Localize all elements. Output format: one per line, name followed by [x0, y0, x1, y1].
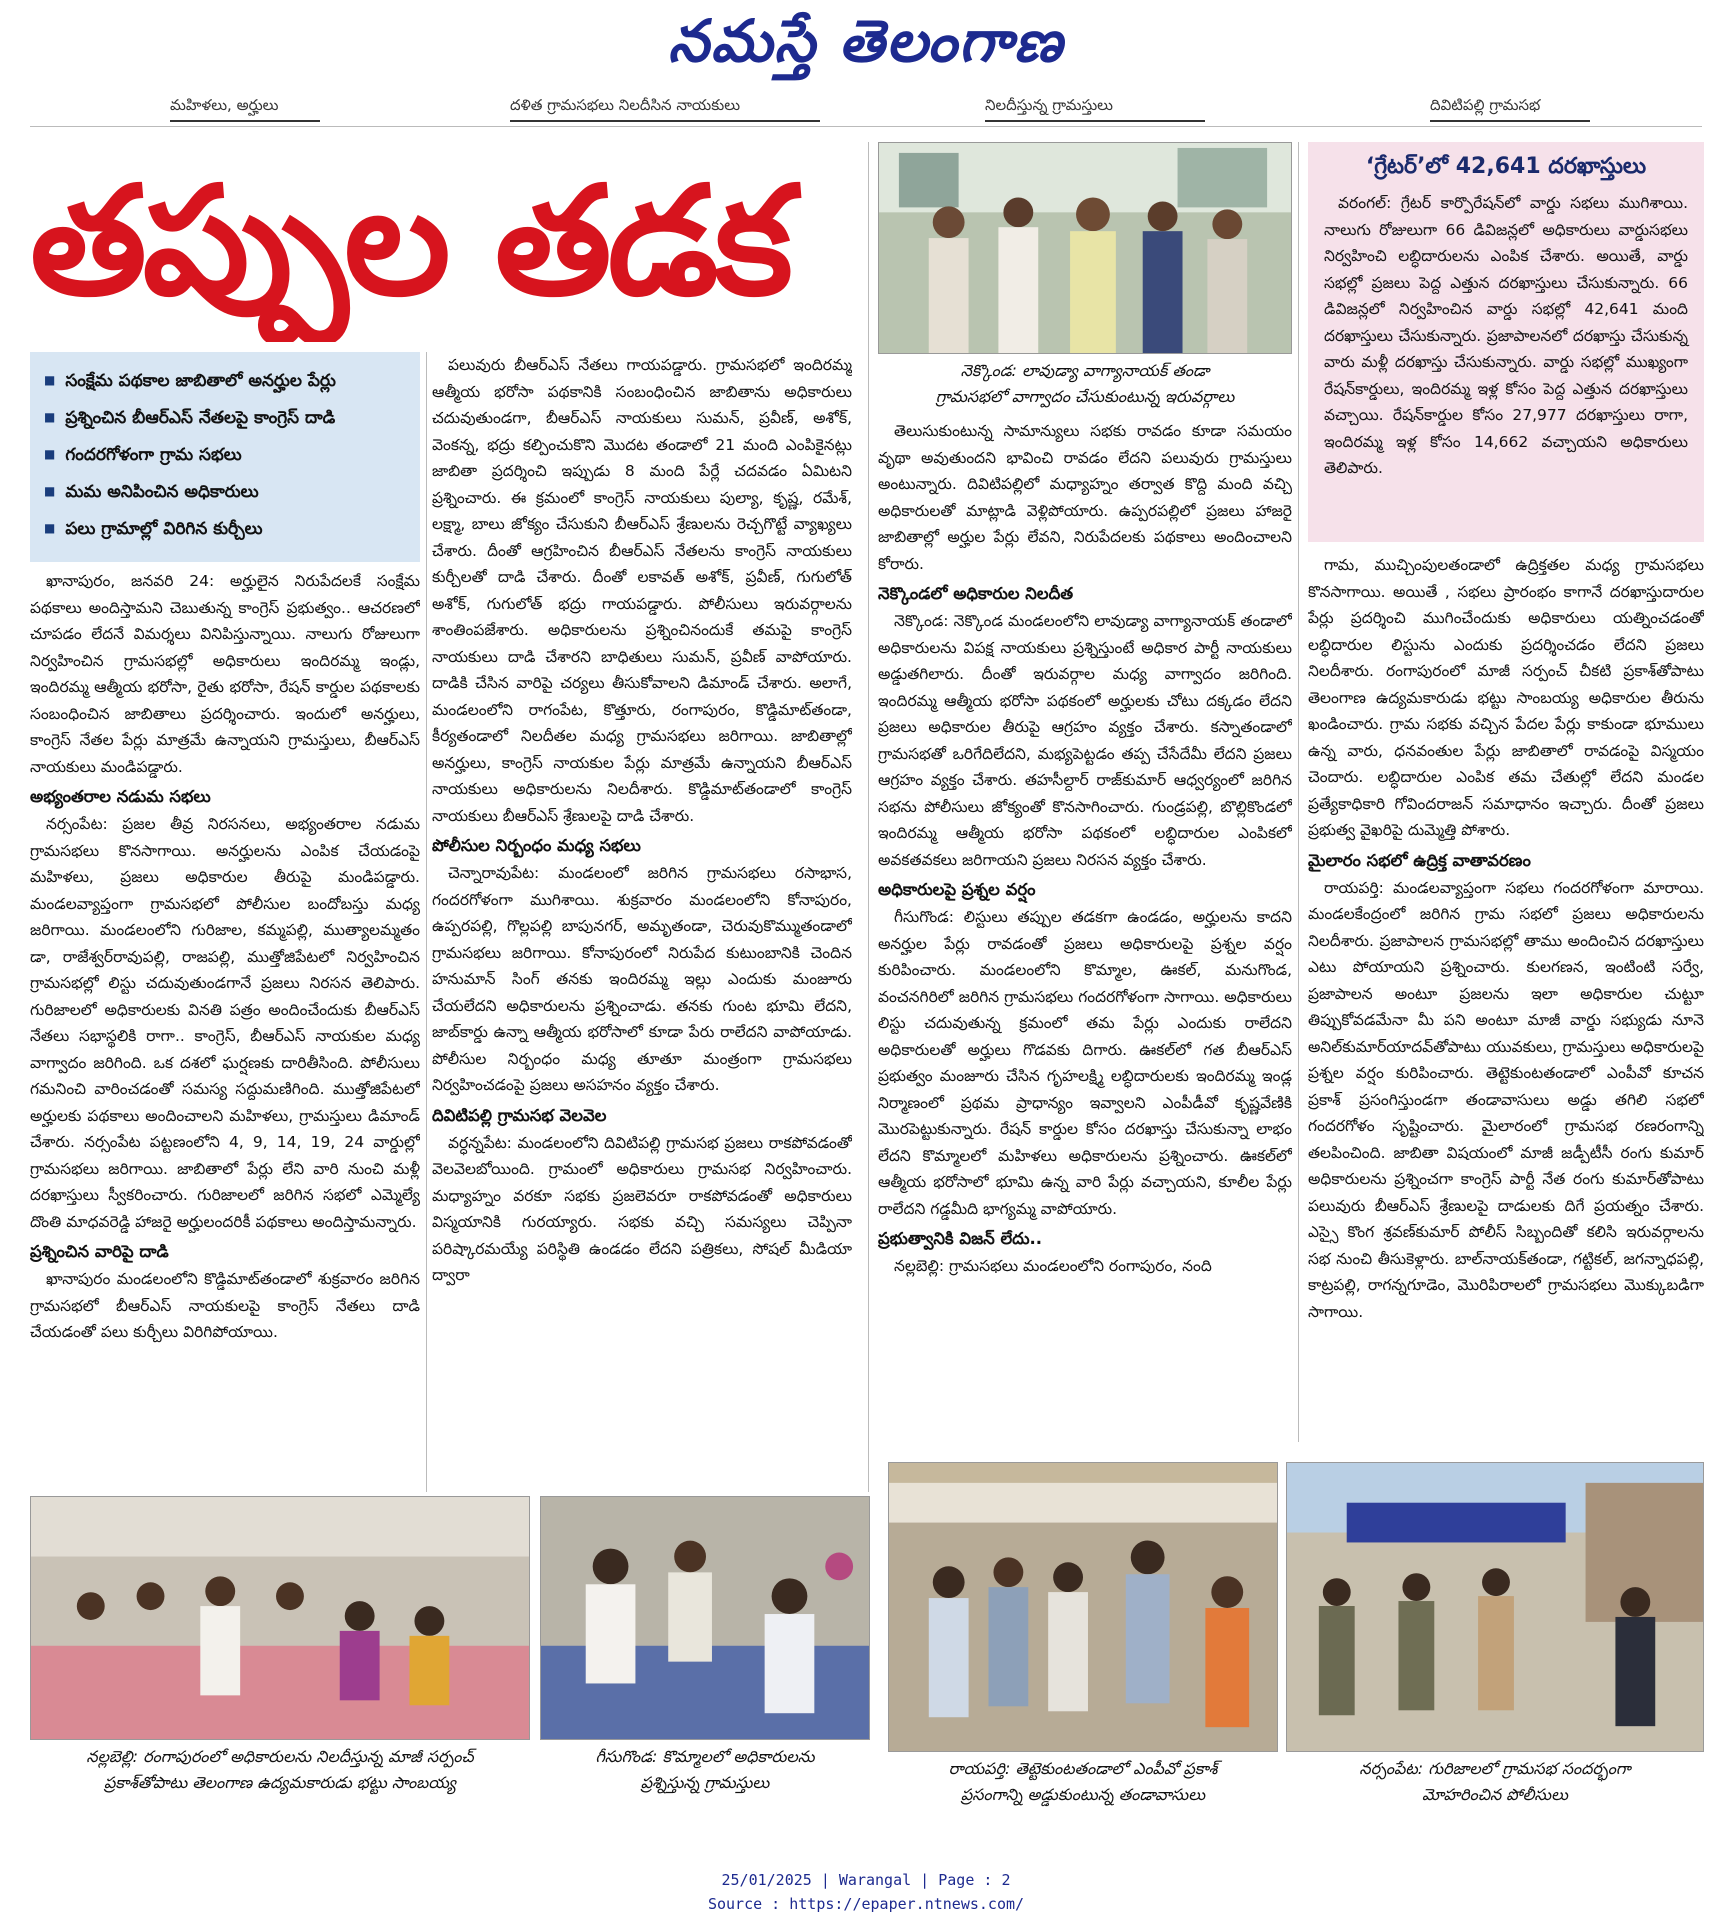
- photo-geesugonda: [540, 1496, 870, 1740]
- article-column-2: [432, 352, 852, 1496]
- column-rule: [868, 142, 869, 1492]
- paragraph: ఖానాపురం, జనవరి 24: అర్హులైన నిరుపేదలకే సంక్షేమ పథకాలు అందిస్తామని చెబుతున్న కాంగ్రెస్ ప్రభుత్వం.. ఆచరణలో చూపడం లేదనే విమర్శలు వినిపిస్తున్నాయి. నాలుగు రోజులుగా నిర్వహించిన గ్రామసభల్లో అధికారులు ఇందిరమ్మ ఇండ్లు, ఇందిరమ్మ ఆత్మీయ భరోసా, రైతు భరోసా, రేషన్ కార్డుల పథకాలకు సంబంధించిన జాబితాలు ప్రదర్శించారు. ఇందులో అనర్హులు, కాంగ్రెస్ నేతల పేర్లు మాత్రమే ఉన్నాయని గ్రామస్తులు, బీఆర్ఎస్ నాయకులు మండిపడ్డారు.: [30, 572, 420, 776]
- caption-line: నెక్కొండ: లావుడ్యా వాగ్యానాయక్ తండా: [960, 361, 1210, 380]
- caption-line: గ్రామసభలో వాగ్వాదం చేసుకుంటున్న ఇరువర్గాలు: [935, 387, 1235, 406]
- subheading: దివిటిపల్లి గ్రామసభ వెలవెల: [432, 1105, 607, 1125]
- main-headline: తప్పుల తడక: [30, 155, 789, 329]
- caption-line: ప్రకాశ్‌తోపాటు తెలంగాణ ఉద్యమకారుడు భట్టు సాంబయ్య: [104, 1773, 456, 1792]
- masthead: [0, 0, 1732, 96]
- paragraph: గీసుగొండ: లిస్టులు తప్పుల తడకగా ఉండడం, అర్హులను కాదని అనర్హుల పేర్లు రావడంతో ప్రజలు అధికారులపై ప్రశ్నల వర్షం కురిపించారు. మండలంలోని కొమ్మాల, ఊకల్, మనుగొండ, వంచనగిరిలో జరిగిన గ్రామసభలు గందరగోళంగా సాగాయి. అధికారులు లిస్టు చదువుతున్న క్రమంలో తమ పేర్లు ఎందుకు రాలేదని అధికారులతో అర్హులు గొడవకు దిగారు. ఊకల్‌లో గత బీఆర్ఎస్ ప్రభుత్వం మంజూరు చేసిన గృహలక్ష్మి లబ్ధిదారులకు ఇందిరమ్మ ఇండ్ల నిర్మాణంలో ప్రథమ ప్రాధాన్యం ఇవ్వాలని ఎంపీడీవో కృష్ణవేణికి మొరపెట్టుకున్నారు. రేషన్ కార్డుల కోసం దరఖాస్తు చేసుకున్నా లాభం లేదని కొమ్మాలలో మహిళలు అధికారులను ప్రశ్నించారు. ఊకల్‌లో ఆత్మీయ భరోసాలో భూమి ఉన్న వారి పేర్లు వచ్చాయని, కూలీల పేర్లు రాలేదని గడ్డమీది భాగ్యమ్మ వాపోయారు.: [878, 908, 1292, 1218]
- caption-line: నర్సంపేట: గురిజాలలో గ్రామసభ సందర్భంగా: [1359, 1759, 1631, 1778]
- section-head-2: దళిత గ్రామసభలు నిలదీసిన నాయకులు: [510, 96, 820, 122]
- page-footer: [0, 1868, 1732, 1916]
- meeting-photo-icon: [31, 1497, 529, 1739]
- paragraph: నల్లబెల్లి: గ్రామసభలు మండలంలోని రంగాపురం, నంది: [894, 1257, 1212, 1275]
- sidebox-title: ‘గ్రేటర్’లో 42,641 దరఖాస్తులు: [1365, 154, 1647, 179]
- footer-source-line[interactable]: Source : https://epaper.ntnews.com/: [707, 1895, 1025, 1913]
- subheading: ప్రశ్నించిన వారిపై దాడి: [30, 1242, 169, 1261]
- highlight-item: ■ పలు గ్రామాల్లో విరిగిన కుర్చీలు: [44, 510, 406, 547]
- caption-line: గీసుగొండ: కొమ్మాలలో అధికారులను: [595, 1747, 815, 1766]
- photo-rayaparthy: [888, 1462, 1278, 1752]
- paragraph: నెక్కొండ: నెక్కొండ మండలంలోని లావుడ్యా వాగ్యానాయక్ తండాలో అధికారులను విపక్ష నాయకులు ప్రశ్నిస్తుంటే అధికార పార్టీ నాయకులు అడ్డుతగిలారు. దీంతో ఇరువర్గాల మధ్య వాగ్వాదం జరిగింది. ఇందిరమ్మ ఆత్మీయ భరోసా పథకంలో అర్హులకు చోటు దక్కడం లేదని ప్రజలు అధికారుల తీరుపై ఆగ్రహం వ్యక్తం చేశారు. కస్నాతండాలో గ్రామసభతో ఒరిగేదిలేదని, మభ్యపెట్టడం తప్ప చేసేదేమీ లేదని ప్రజలు ఆగ్రహం వ్యక్తం చేశారు. తహసీల్దార్ రాజ్‌కుమార్ ఆధ్వర్యంలో జరిగిన సభను పోలీసులు జోక్యంతో కొనసాగించారు. గుండ్రపల్లి, బొల్లికొండలో ఇందిరమ్మ ఆత్మీయ భరోసా పథకంలో లబ్ధిదారుల ఎంపికలో అవకతవకలు జరిగాయని ప్రజలు నిరసన వ్యక్తం చేశారు.: [878, 612, 1292, 869]
- subheading: పోలీసుల నిర్బంధం మధ్య సభలు: [432, 836, 641, 855]
- greater-sidebox: [1308, 142, 1704, 542]
- paragraph: పలువురు బీఆర్ఎస్ నేతలు గాయపడ్డారు. గ్రామసభలో ఇందిరమ్మ ఆత్మీయ భరోసా పథకానికి సంబంధించిన జాబితాను అధికారులు చదువుతుండగా, బీఆర్ఎస్ నాయకులు సుమన్, ప్రవీణ్, అశోక్, వెంకన్న, భద్రు కల్పించుకొని మొదట తండాలో 21 మంది ఎంపికైనట్లు జాబితా ప్రదర్శించి ఇప్పుడు 8 మంది పేర్లే చదవడం ఏమిటని ప్రశ్నించారు. ఈ క్రమంలో కాంగ్రెస్ నాయకులు పుల్యా, కృష్ణ, రమేశ్, లక్ష్మా, బాలు జోక్యం చేసుకుని బీఆర్ఎస్ శ్రేణులను రెచ్చగొట్టే వ్యాఖ్యలు చేశారు. దీంతో ఆగ్రహించిన బీఆర్ఎస్ నేతలను కాంగ్రెస్ నాయకులు కుర్చీలతో దాడి చేశారు. దీంతో లకావత్ అశోక్, ప్రవీణ్, గుగులోత్ అశోక్, గుగులోత్ భద్రు గాయపడ్డారు. పోలీసులు ఇరువర్గాలను శాంతింపజేశారు. అధికారులను ప్రశ్నించినందుకే తమపై కాంగ్రెస్ నాయకులు దాడి చేశారని బాధితులు సుమన్, ప్రవీణ్ వాపోయారు. దాడికి చేసిన వారిపై చర్యలు తీసుకోవాలని డిమాండ్ చేశారు. అలాగే, మండలంలోని రాగంపేట, కొత్తూరు, రంగాపురం, కొడ్డిమాట్‌తండా, కీర్యతండాలో నిలదీతల మధ్య గ్రామసభలు జరిగాయి. జాబితాల్లో అనర్హులు, కాంగ్రెస్ నాయకుల పేర్లు మాత్రమే ఉన్నాయని బీఆర్ఎస్ నాయకులు అధికారులను నిలదీశారు. కొడ్డిమాట్‌తండాలో కాంగ్రెస్ నాయకులు బీఆర్ఎస్ శ్రేణులపై దాడి చేశారు.: [432, 356, 852, 825]
- highlight-item: ■ గందరగోళంగా గ్రామ సభలు: [44, 436, 406, 473]
- footer-date-line: 25/01/2025 | Warangal | Page : 2: [721, 1871, 1011, 1889]
- paragraph: తెలుసుకుంటున్న సామాన్యులు సభకు రావడం కూడా సమయం వృథా అవుతుందని భావించి రావడం లేదని పలువురు గ్రామస్తులు అంటున్నారు. దివిటిపల్లిలో మధ్యాహ్నం తర్వాత కొద్ది మంది వచ్చి అధికారులతో మాట్లాడి వెళ్లిపోయారు. ఉప్పరపల్లిలో ప్రజలు హాజరై జాబితాల్లో అర్హుల పేర్లు లేవని, నిరుపేదలకు పథకాలు అందించాలని కోరారు.: [878, 422, 1292, 573]
- subheading: ప్రభుత్వానికి విజన్ లేదు..: [878, 1229, 1043, 1248]
- paragraph: రాయపర్తి: మండలవ్యాప్తంగా సభలు గందరగోళంగా మారాయి. మండలకేంద్రంలో జరిగిన గ్రామ సభలో ప్రజలు అధికారులను నిలదీశారు. ప్రజాపాలన గ్రామసభల్లో తాము అందించిన దరఖాస్తులు ఎటు పోయాయని ప్రశ్నించారు. కులగణన, ఇంటింటి సర్వే, ప్రజాపాలన అంటూ ప్రజలను ఇలా అధికారుల చుట్టూ తిప్పుకోవడమేనా మీ పని అంటూ మాజీ వార్డు సభ్యుడు నూనె అనిల్‌కుమార్‌యాదవ్‌తోపాటు యువకులు, గ్రామస్తులు అధికారులపై ప్రశ్నల వర్షం కురిపించారు. తెట్టెకుంటతండాలో ఎంపీవో కూచన ప్రకాశ్ ప్రసంగిస్తుండగా తండావాసులు అడ్డు తగిలి సభలో గందరగోళం సృష్టించారు. మైలారంలో గ్రామసభ రణరంగాన్ని తలపించింది. జాబితా విషయంలో మాజీ జడ్పీటీసీ రంగు కుమార్ అధికారులను ప్రశ్నించగా కాంగ్రెస్ పార్టీ నేత రంగు కుమార్‌తోపాటు పలువురు బీఆర్ఎస్ శ్రేణులపై దాడులకు దిగే ప్రయత్నం చేశారు. ఎస్సై కొంగ శ్రవణ్‌కుమార్ పోలీస్ సిబ్బందితో కలిసి ఇరువర్గాలను సభ నుంచి తీసుకెళ్లారు. బాల్‌నాయక్‌తండా, గట్టికల్, జగన్నాధపల్లి, కాట్రపల్లి, రాగన్నగూడెం, మొరిపిరాలలో గ్రామసభలు మొక్కుబడిగా సాగాయి.: [1308, 878, 1704, 1321]
- section-heads: [30, 96, 1702, 122]
- section-head-4: దివిటిపల్లి గ్రామసభ: [1430, 96, 1590, 122]
- photo-nallabelli: [30, 1496, 530, 1740]
- section-head-3: నిలదీస్తున్న గ్రామస్తులు: [985, 96, 1205, 122]
- photo-caption-rayaparthy: [888, 1756, 1278, 1808]
- paragraph: చెన్నారావుపేట: మండలంలో జరిగిన గ్రామసభలు రసాభాస, గందరగోళంగా ముగిశాయి. శుక్రవారం మండలంలోని కోనాపురం, ఉప్పరపల్లి, గొల్లపల్లి బాపునగర్, అమృతండా, చెరువుకొమ్ముతండాలో గ్రామసభలు జరిగాయి. కోనాపురంలో నిరుపేద కుటుంబానికి చెందిన హనుమాన్ సింగ్ తనకు ఇందిరమ్మ ఇల్లు ఎందుకు మంజూరు చేయలేదని అధికారులను ప్రశ్నించాడు. తనకు గుంట భూమి లేదని, జాబ్‌కార్డు ఉన్నా ఆత్మీయ భరోసాలో కూడా పేరు రాలేదని వాపోయాడు. పోలీసుల నిర్బంధం మధ్య తూతూ మంత్రంగా గ్రామసభలు నిర్వహించడంపై ప్రజలు అసహనం వ్యక్తం చేశారు.: [432, 864, 852, 1094]
- subheading: మైలారం సభలో ఉద్రిక్త వాతావరణం: [1308, 850, 1531, 870]
- paragraph: నర్సంపేట: ప్రజల తీవ్ర నిరసనలు, అభ్యంతరాల నడుమ గ్రామసభలు కొనసాగాయి. అనర్హులను ఎంపిక చేయడంపై మహిళలు, ప్రజలు అధికారుల తీరుపై మండిపడ్డారు. మండలవ్యాప్తంగా గ్రామసభలో పోలీసుల బందోబస్తు మధ్య జరిగాయి. మండలంలోని గురిజాల, కమ్మపల్లి, ముత్యాలమ్మతం డా, రాజేశ్వర్‌రావుపల్లి, రాజపల్లి, ముత్తోజిపేటలో నిర్వహించిన గ్రామసభల్లో లిస్టు చదువుతుండగానే ప్రజలు నిరసన తెలిపారు. గురిజాలలో అధికారులకు వినతి పత్రం అందించేందుకు బీఆర్ఎస్ నేతలు సభాస్థలికి రాగా.. కాంగ్రెస్, బీఆర్ఎస్ నాయకుల మధ్య వాగ్వాదం జరిగింది. ఒక దశలో ఘర్షణకు దారితీసింది. పోలీసులు గమనించి వారించడంతో సమస్య సద్దుమణిగింది. ముత్తోజిపేటలో అర్హులకు పథకాలు అందించాలని మహిళలు, గ్రామస్తులు డిమాండ్ చేశారు. నర్సంపేట పట్టణంలోని 4, 9, 14, 19, 24 వార్డుల్లో గ్రామసభలు జరిగాయి. జాబితాలో పేర్లు లేని వారి నుంచి మళ్లీ దరఖాస్తులు స్వీకరించారు. గురిజాలలో జరిగిన సభలో ఎమ్మెల్యే దొంతి మాధవరెడ్డి హాజరై అర్హులందరికీ పథకాలు అందిస్తామన్నారు.: [30, 815, 420, 1231]
- caption-line: మోహరించిన పోలీసులు: [1422, 1785, 1568, 1804]
- caption-line: రాయపర్తి: తెట్టెకుంటతండాలో ఎంపీవో ప్రకాశ్: [948, 1759, 1218, 1778]
- article-column-3: [878, 418, 1292, 1434]
- crowd-photo-icon: [889, 1463, 1277, 1751]
- photo-caption-narsampet: [1286, 1756, 1704, 1808]
- subheading: అభ్యంతరాల నడుమ సభలు: [30, 787, 211, 806]
- section-head-1: మహిళలు, అర్హులు: [170, 96, 320, 122]
- meeting-photo-icon: [541, 1497, 869, 1739]
- highlight-item: ■ ప్రశ్నించిన బీఆర్ఎస్ నేతలపై కాంగ్రెస్ దాడి: [44, 399, 406, 436]
- photo-caption-geesugonda: [540, 1744, 870, 1796]
- caption-line: నల్లబెల్లి: రంగాపురంలో అధికారులను నిలదీస్తున్న మాజీ సర్పంచ్: [86, 1747, 474, 1766]
- paragraph: గామ, ముచ్చింపులతండాలో ఉద్రిక్తతల మధ్య గ్రామసభలు కొనసాగాయి. అయితే , సభలు ప్రారంభం కాగానే దరఖాస్తుదారుల పేర్లు ప్రదర్శించి ముగించేందుకు అధికారులు యత్నించడంతో లబ్ధిదారుల లిస్టును ఎందుకు ప్రదర్శించడం లేదని ప్రజలు నిలదీశారు. రంగాపురంలో మాజీ సర్పంచ్ చీకటి ప్రకాశ్‌తోపాటు తెలంగాణ ఉద్యమకారుడు భట్టు సాంబయ్య అధికారుల తీరును ఖండించారు. గ్రామ సభకు వచ్చిన పేదల పేర్లు కాకుండా భూములు ఉన్న వారు, ధనవంతుల పేర్లు జాబితాలో రావడంపై విస్మయం చెందారు. లబ్ధిదారుల ఎంపిక తమ చేతుల్లో లేదని మండల ప్రత్యేకాధికారి గోవిందరాజన్ సమాధానం ఇచ్చారు. దీంతో ప్రజలు ప్రభుత్వ వైఖరిపై దుమ్మెత్తి పోశారు.: [1308, 556, 1704, 839]
- paragraph: వర్ధన్నపేట: మండలంలోని దివిటిపల్లి గ్రామసభ ప్రజలు రాకపోవడంతో వెలవెలబోయింది. గ్రామంలో అధికారులు గ్రామసభ నిర్వహించారు. మధ్యాహ్నం వరకూ సభకు ప్రజలెవరూ రాకపోవడంతో అధికారులు విస్మయానికి గురయ్యారు. సభకు వచ్చి సమస్యలు చెప్పినా పరిష్కారమయ్యే పరిస్థితి ఉండడం లేదని పత్రికలు, సోషల్ మీడియా ద్వారా: [432, 1133, 852, 1284]
- paragraph: ఖానాపురం మండలంలోని కొడ్డిమాట్‌తండాలో శుక్రవారం జరిగిన గ్రామసభలో బీఆర్ఎస్ నాయకులపై కాంగ్రెస్ నేతలు దాడి చేయడంతో పలు కుర్చీలు విరిగిపోయాయి.: [30, 1270, 420, 1341]
- photo-caption-nekkonda: [878, 358, 1292, 410]
- caption-line: ప్రశ్నిస్తున్న గ్రామస్తులు: [640, 1773, 770, 1792]
- highlight-item: ■ మమ అనిపించిన అధికారులు: [44, 473, 406, 510]
- subheading: నెక్కొండలో అధికారుల నిలదీత: [878, 584, 1074, 603]
- highlights-box: [30, 352, 420, 562]
- crowd-photo-icon: [879, 143, 1291, 353]
- sidebox-text: వరంగల్: గ్రేటర్ కార్పొరేషన్‌లో వార్డు సభలు ముగిశాయి. నాలుగు రోజులుగా 66 డివిజన్లలో అధికారులు వార్డుసభలు నిర్వహించి లబ్ధిదారులను ఎంపిక చేశారు. అయితే, వార్డు సభల్లో ప్రజలు పెద్ద ఎత్తున దరఖాస్తులు చేసుకున్నారు. 66 డివిజన్లలో నిర్వహించిన వార్డు సభల్లో 42,641 మంది దరఖాస్తులు చేసుకున్నారు. ప్రజాపాలనలో దరఖాస్తు చేసుకున్న వారు మళ్లీ దరఖాస్తు చేసుకున్నారు. వార్డు సభల్లో ముఖ్యంగా రేషన్‌కార్డులు, ఇందిరమ్మ ఇళ్ల కోసం పెద్ద ఎత్తున దరఖాస్తులు వచ్చాయి. రేషన్‌కార్డుల కోసం 27,977 దరఖాస్తులు రాగా, ఇందిరమ్మ ఇళ్ల కోసం 14,662 వచ్చాయని అధికారులు తెలిపారు.: [1324, 194, 1688, 477]
- masthead-title: నమస్తే తెలంగాణ: [668, 6, 1064, 75]
- highlight-item: ■ సంక్షేమ పథకాల జాబితాలో అనర్హుల పేర్లు: [44, 362, 406, 399]
- photo-caption-nallabelli: [30, 1744, 530, 1796]
- article-column-4: [1308, 552, 1704, 1446]
- caption-line: ప్రసంగాన్ని అడ్డుకుంటున్న తండావాసులు: [960, 1785, 1206, 1804]
- photo-narsampet: [1286, 1462, 1704, 1752]
- column-rule: [1298, 142, 1299, 1442]
- police-photo-icon: [1287, 1463, 1703, 1751]
- subheading: అధికారులపై ప్రశ్నల వర్షం: [878, 880, 1036, 899]
- article-column-1: [30, 568, 420, 1496]
- column-rule: [426, 352, 427, 1492]
- photo-nekkonda: [878, 142, 1292, 354]
